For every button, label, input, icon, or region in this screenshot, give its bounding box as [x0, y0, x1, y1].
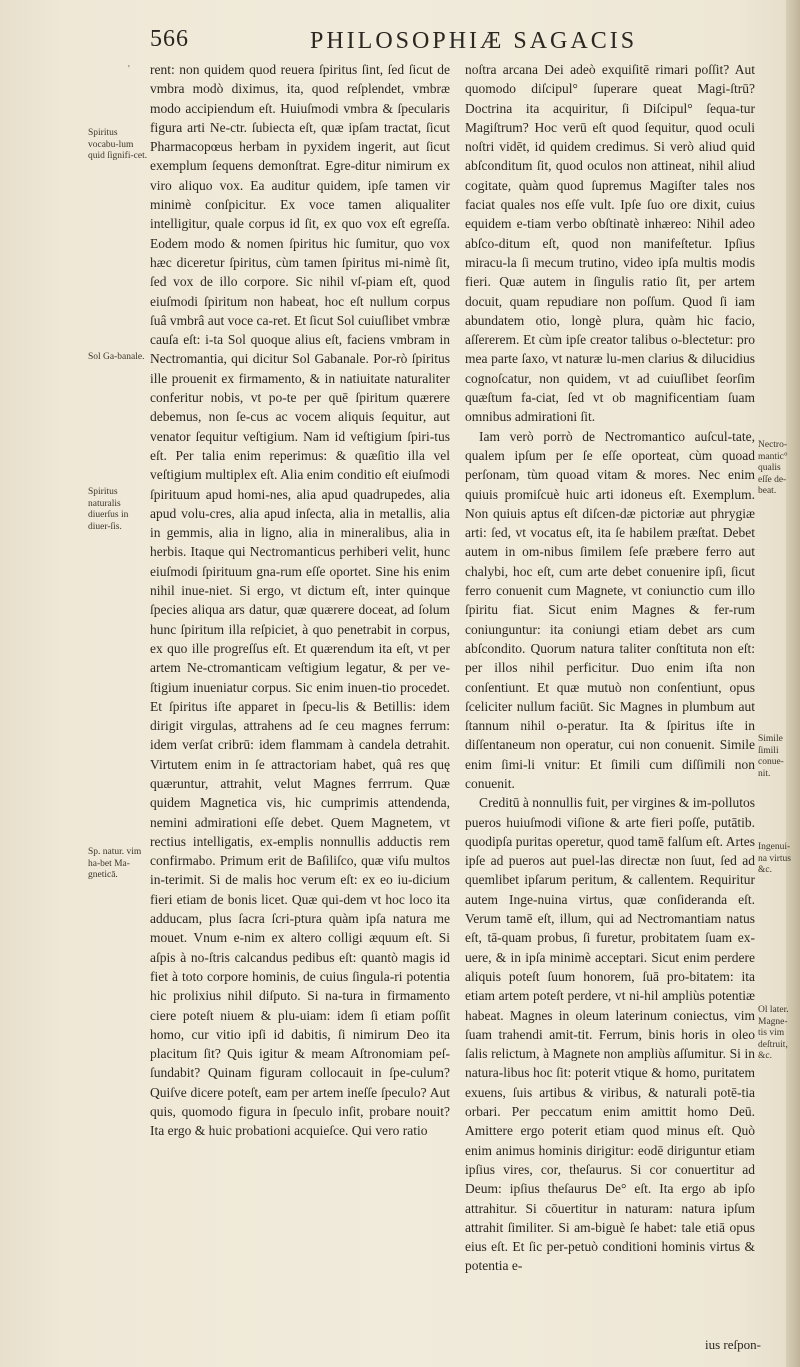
running-title: PHILOSOPHIÆ SAGACIS [310, 28, 638, 54]
margin-note-vis-magnetica: Sp. natur. vim ha-bet Ma-gneticā. [88, 847, 142, 880]
margin-note-simile: Simile ſimili conue-nit. [758, 734, 784, 779]
margin-note-sol-gabanale: Sol Ga-banale. [88, 352, 145, 362]
margin-note-spiritus-naturalis: Spiritus naturalis diuerſus in diuer-ſis. [88, 487, 129, 532]
margin-note-ingenuina: Ingenui-na virtus &c. [758, 842, 791, 875]
page-spine-edge [786, 0, 800, 1367]
paragraph: Iam verò porrò de Nectromantico auſcul-tate, qualem ipſum per ſe eſſe oporteat, cùm quoad perſonam, tùm quoad vitam & mores. Nec enim quiuis promiſcuè huic arti idoneus eſt. Exemplum. Non quiuis aptus eſt diſcen-dæ pictoriæ aut phrygiæ arti: ſed, vt vocatus eſt, ita ſe habilem præſtat. Debet autem in om-nibus ſimilem ſeſe præbere ferro aut chalybi, hoc eſt, cum arte debet conuenire ipſi, ſicut ferro conuenit cum Magnete, vt coniunctio cum illo ſpiritu fiat. Sicut enim Magnes & fer-rum coniunguntur: ita coniungi etiam debet ars cum abſcondito. Quorum natura taliter conſtituta non eſt: per illos nihil perficitur. Duo enim iſta non conſentiunt. Et quæ mutuò non conſentiunt, opus ſceliciter nullum faciūt. Sic Magnes in plumbum aut ſtannum nihil o-peratur. Ita & ſpiritus iſte in diſſentaneum non operatur, cui non conuenit. Simile enim ſimi-li vnitur: Et ſimili cum diſſimili non conuenit. [465, 428, 759, 791]
margin-note-spiritus: Spiritus vocabu-lum quid ſignifi-cet. [88, 128, 148, 161]
page-number: 566 [150, 26, 189, 52]
page-header [150, 26, 780, 62]
catchword: ius reſpon- [705, 1337, 761, 1352]
left-column [150, 60, 454, 1141]
corner-mark: ' [128, 64, 130, 75]
paragraph: Creditū à nonnullis fuit, per virgines & im-pollutos pueros huiuſmodi viſione & arte fieri poſſe, putātib. quodipſa puritas operetur, quod tamē falſum eſt. Artes ipſe ad pueros aut puel-las directæ non ſuut, ſed ad quemlibet ipſarum peritum, & callentem. Requiritur autem Inge-nuina virtus, quæ conſideranda eſt. Verum tamē eſt, illum, qui ad Nectromantiam natus eſt, tā-quam probus, ſi furetur, probitatem ſuam ex-uere, & in ipſa minimè acceptari. Sicut enim perdere aliquis poteſt ſuum honorem, ſuā pro-bitatem: ita etiam artem poteſt perdere, vt ni-hil ampliùs potentiæ habeat. Magnes in oleum laterinum coniectus, vim ſuam trahendi amit-tit. Ferrum, binis horis in oleo ſalis relictum, à Magnete non ampliùs aſſumitur. Si in natura-libus hoc ſit: poterit vtique & homo, puritatem exuens, ſuis artibus & viribus, & naturali potē-tia orbari. Per peccatum enim amittit homo Deū. Amittere ergo poterit etiam quod minus eſt. Quò enim animus hominis dirigitur: eodē diriguntur etiam ipſius vires, cor, theſaurus. Si cor conuertitur ad Deum: ipſius theſaurus De° eſt. Ita ergo ab ipſo attrahitur. Si cōuertitur in naturam: natura ipſum attrahit ſimiliter. Si am-biguè ſe habet: tale etiā opus eius eſt. Et ſic per-petuò conditioni hominis virtus & potentia e- [465, 795, 759, 1274]
margin-note-ol-later: Ol later. Magne-tis vim deſtruit, &c. [758, 1005, 789, 1061]
right-column [465, 60, 759, 1276]
margin-note-nectromanticus: Nectro-mantic° qualis eſſe de-beat. [758, 440, 788, 496]
paragraph: noſtra arcana Dei adeò exquiſitē rimari poſſit? Aut quomodo diſcipul° ſuperare queat Magi-ſtrū? Doctrina ita acquiritur, ſi Diſcipul° ſequa-tur Magiſtrum? Hoc verū eſt quod ſequitur, quod oculi noſtri vidēt, id quidem credimus. Si verò aliud quid abſconditum ſit, quod oculos non attineat, nihil aliud cogitate, quàm quod ſupremus Magiſter tales nos faciat quales nos eſſe vult. Ipſe ſuo ore dixit, cuius equidem e-tiam verbo obſtinatè inhæreo: Nihil adeo abſco-ditum eſt, quod non manifeſtetur. Ipſius miracu-la ſi mecum trutino, video ipſa multis modis fieri. Quæ autem in ſingulis ratio ſit, per artem docuit, quam repudiare non poſſum. Quod ſi iam abundatem otio, longè plura, quàm hic facio, aſſererem. Et cùm ipſe creator talibus o-blectetur: pro mea parte ſaxo, vt naturæ lu-men clarius & dilucidius cognoſcatur, non quidem, vt ad cuiuſlibet ſeorſim quæſtum fa-ciat, ſed vt ob magnificentiam ſuam omnibus admirationi ſit. [465, 62, 759, 425]
paragraph: rent: non quidem quod reuera ſpiritus ſint, ſed ſicut de vmbra modò diximus, ita, quod reſplendet, vmbræ modo accipiendum eſt. Huiuſmodi vmbra & ſpecularis figura arti Ne-ctr. ſubiecta eſt, quæ ipſam tractat, ſicut Pharmacopœus herbam in pyxidem ingerit, aut ſicut exemplum ſequens demonſtrat. Egre-ditur nimirum ex viro aliquo vox. Ea auditur quidem, ipſe tamen vir minimè conſpicitur. Ex voce tamen aliqualiter intelligitur, quale corpus id ſit, ex quo vox eſt egreſſa. Eodem modo & nomen ſpiritus hic ſumitur, quo vox hæc diceretur ſpiritus, cùm tamen ſpiritus mi-nimè ſit, ſed vox de illo corpore. Sic nihil vſ-piam eſt, quod eiuſmodi ſpiritum non habeat, hoc eſt nullum corpus ſuâ vmbrâ aut voce ca-ret. Et ſicut Sol cuiuſlibet vmbræ cauſa eſt: i-ta Sol quoque alius eſt, faciens vmbram in Nectromantia, qui dicitur Sol Gabanale. Por-rò ſpiritus ille prouenit ex firmamento, & in natiuitate naturaliter conferitur nobis, vt po-te per quē ſpiritum quærere debemus, non ſe-cus ac vocem aliquis ſequitur, aut venator ſequitur veſtigium. Nam id veſtigium ſpiri-tus eſt. Per talia enim reperimus: & quæſitio illa vel veſtigium multiplex eſt. Alia enim conditio eſt eiuſmodi ſpirituum apud homi-nes, alia apud quadrupedes, alia apud volu-cres, alia apud inſecta, alia in metallis, alia in gemmis, alia in ligno, alia in mineralibus, alia in herbis. Itaque qui Nectromanticus perhiberi velit, hunc eiuſmodi ſpirituum gna-rum eſſe oportet. Sine his enim nihil inue-niet. Si ergo, vt dictum eſt, inter quinque ſpecies aliqua ars datur, quæ quærere doceat, ad ſolum hunc ſpiritum illa reſpiciet, à quo penetrabit in corpus, ex quo ille progreſſus eſt. Et quærendum ita eſt, vt per artem Ne-ctromanticam veſtigium legatur, & per ve-ſtigium inueniatur corpus. Sic enim inuen-tio procedet. Et ſpiritus iſte apparet in ſpecu-lis & Betillis: idem dirigit virgulas, attrahens ad ſe ceu magnes ferrum: idem verſat cribrū: idem flammam à candela detrahit. Virtutem enim in ſe attractoriam habet, quâ res quę quæruntur, attrahit, velut Magnes ferrrum. Quæ quidem Magnetica vis, hic cumprimis attendenda, nemini admirationi eſſe debet. Quem Magnetem, vt rectius intelligatis, ex-emplis nonnullis adductis rem confirmabo. Primum erit de Baſiliſco, quæ viſu multos in-terimit. Si de malis hoc verum eſt: ex eo iu-dicium fieri etiam de bonis licet. Quæ qui-dem vt hoc loco ita adducam, plus ſacra ſcri-ptura quàm ipſa natura me mouet. Vnum e-nim ex altero colligi æquum eſt. Si aſpis à no-ſtris calcandus pedibus eſt: quantò magis id fiet à toto corpore hominis, de cuius ſingula-ri potentia hic prolixius nihil diſputo. Si na-tura in firmamento ciere poteſt niuem & plu-uiam: idem ſi etiam poſſit homo, cur vitio ipſi id dabitis, ſi nimirum Deo ita placitum ſit? Quis igitur & meam Aſtronomiam peſ-ſundabit? Quinam figuram collocauit in ſpe-culum? Quiſve dicere poteſt, eam per artem ineſſe ſpeculo? Aut quis, quomodo figura in ſpeculo inſit, probare nouit? Ita ergo & huic probationi acquieſce. Qui vero ratio [150, 62, 454, 1139]
